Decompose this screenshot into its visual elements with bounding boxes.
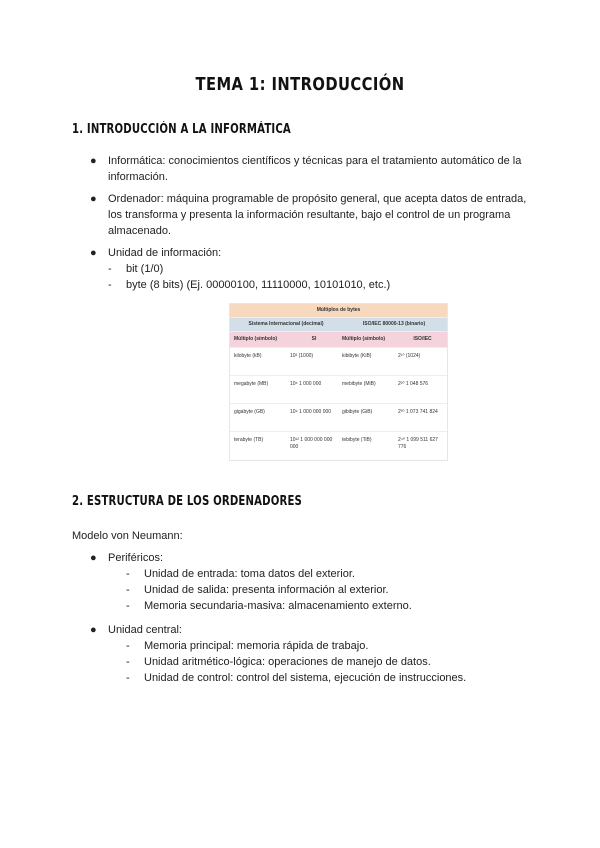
- sub-list-item: [108, 566, 528, 582]
- table-group-header: [230, 317, 447, 331]
- sub-list-item: [108, 261, 528, 277]
- sub-item-text: Unidad aritmético-lógica: operaciones de manejo de datos.: [144, 656, 431, 668]
- page-title: TEMA 1: INTRODUCCIÓN: [195, 74, 405, 95]
- bullet-text: Unidad de información:: [108, 247, 222, 259]
- table-cell: kibibyte (KiB): [342, 353, 372, 359]
- sub-item-text: Memoria secundaria-masiva: almacenamiento externo.: [144, 600, 412, 612]
- table-row: [230, 375, 447, 403]
- sub-list: [108, 566, 528, 614]
- table-row: [230, 403, 447, 431]
- sub-list-item: [108, 638, 528, 654]
- table-cell: 10⁹ 1 000 000 000: [290, 409, 332, 415]
- bullet-icon: ●: [90, 193, 97, 205]
- list-item: [88, 550, 528, 614]
- bullet-icon: ●: [90, 155, 97, 167]
- dash-icon: -: [126, 640, 130, 652]
- table-row: [230, 431, 447, 459]
- sub-item-text: bit (1/0): [126, 263, 164, 275]
- sub-list-item: [108, 654, 528, 670]
- list-item: [88, 153, 528, 185]
- table-cell: 2³⁰ 1 073 741 824: [398, 409, 438, 415]
- section2-list: [88, 550, 528, 692]
- table-cell: gibibyte (GiB): [342, 409, 373, 415]
- dash-icon: -: [126, 672, 130, 684]
- section1-heading: 1. INTRODUCCIÓN A LA INFORMÁTICA: [72, 122, 291, 137]
- list-item: [88, 245, 528, 293]
- dash-icon: -: [108, 263, 112, 275]
- bullet-icon: ●: [90, 552, 97, 564]
- sub-list: [108, 638, 528, 686]
- list-item: [88, 191, 528, 239]
- table-cell: gigabyte (GB): [234, 409, 265, 415]
- table-cell: 2¹⁰ (1024): [398, 353, 421, 359]
- dash-icon: -: [126, 584, 130, 596]
- column-header: Múltiplo (símbolo): [234, 336, 278, 342]
- table-cell: tebibyte (TiB): [342, 437, 372, 443]
- table-cell: 10⁶ 1 000 000: [290, 381, 322, 387]
- table-cell: megabyte (MB): [234, 381, 269, 387]
- bytes-multiples-table: [229, 303, 448, 461]
- dash-icon: -: [108, 279, 112, 291]
- table-title: Múltiplos de bytes: [230, 304, 447, 317]
- column-header: SI: [311, 336, 317, 342]
- bullet-text: Periféricos:: [108, 552, 164, 564]
- sub-item-text: Memoria principal: memoria rápida de trabajo.: [144, 640, 369, 652]
- table-row: [230, 347, 447, 375]
- bullet-text: Informática: conocimientos científicos y técnicas para el tratamiento automático de la información.: [108, 155, 522, 183]
- sub-list-item: [108, 277, 528, 293]
- table-cell: 2²⁰ 1 048 576: [398, 381, 429, 387]
- sub-list-item: [108, 598, 528, 614]
- table-cell: 10¹² 1 000 000 000 000: [290, 437, 333, 450]
- sub-list-item: [108, 670, 528, 686]
- sub-list-item: [108, 582, 528, 598]
- table-cell: kilobyte (kB): [234, 353, 262, 359]
- bullet-text: Unidad central:: [108, 624, 182, 636]
- section1-list: [88, 153, 528, 299]
- sub-item-text: Unidad de control: control del sistema, ejecución de instrucciones.: [144, 672, 467, 684]
- sub-list: [108, 261, 528, 293]
- section2-intro: Modelo von Neumann:: [72, 530, 183, 542]
- table-cell: 10³ (1000): [290, 353, 314, 359]
- bullet-text: Ordenador: máquina programable de propósito general, que acepta datos de entrada, los transforma y presenta la información resultante, bajo el control de un programa almacenado.: [108, 193, 527, 237]
- bullet-icon: ●: [90, 247, 97, 259]
- sub-item-text: Unidad de entrada: toma datos del exterior.: [144, 568, 355, 580]
- table-cell: terabyte (TB): [234, 437, 264, 443]
- column-header: ISO/IEC: [413, 336, 432, 342]
- sub-item-text: byte (8 bits) (Ej. 00000100, 11110000, 10101010, etc.): [126, 279, 391, 291]
- dash-icon: -: [126, 568, 130, 580]
- dash-icon: -: [126, 656, 130, 668]
- column-header: Múltiplo (símbolo): [342, 336, 386, 342]
- group-left-label: Sistema Internacional (decimal): [248, 321, 324, 327]
- section2-heading: 2. ESTRUCTURA DE LOS ORDENADORES: [72, 494, 303, 509]
- list-item: [88, 622, 528, 686]
- group-right-label: ISO/IEC 80000-13 (binario): [362, 321, 426, 327]
- table-cell: mebibyte (MiB): [342, 381, 376, 387]
- table-cell: 2⁴⁰ 1 099 511 627 776: [398, 437, 438, 450]
- bullet-icon: ●: [90, 624, 97, 636]
- dash-icon: -: [126, 600, 130, 612]
- table-column-header: [230, 331, 447, 347]
- sub-item-text: Unidad de salida: presenta información al exterior.: [144, 584, 389, 596]
